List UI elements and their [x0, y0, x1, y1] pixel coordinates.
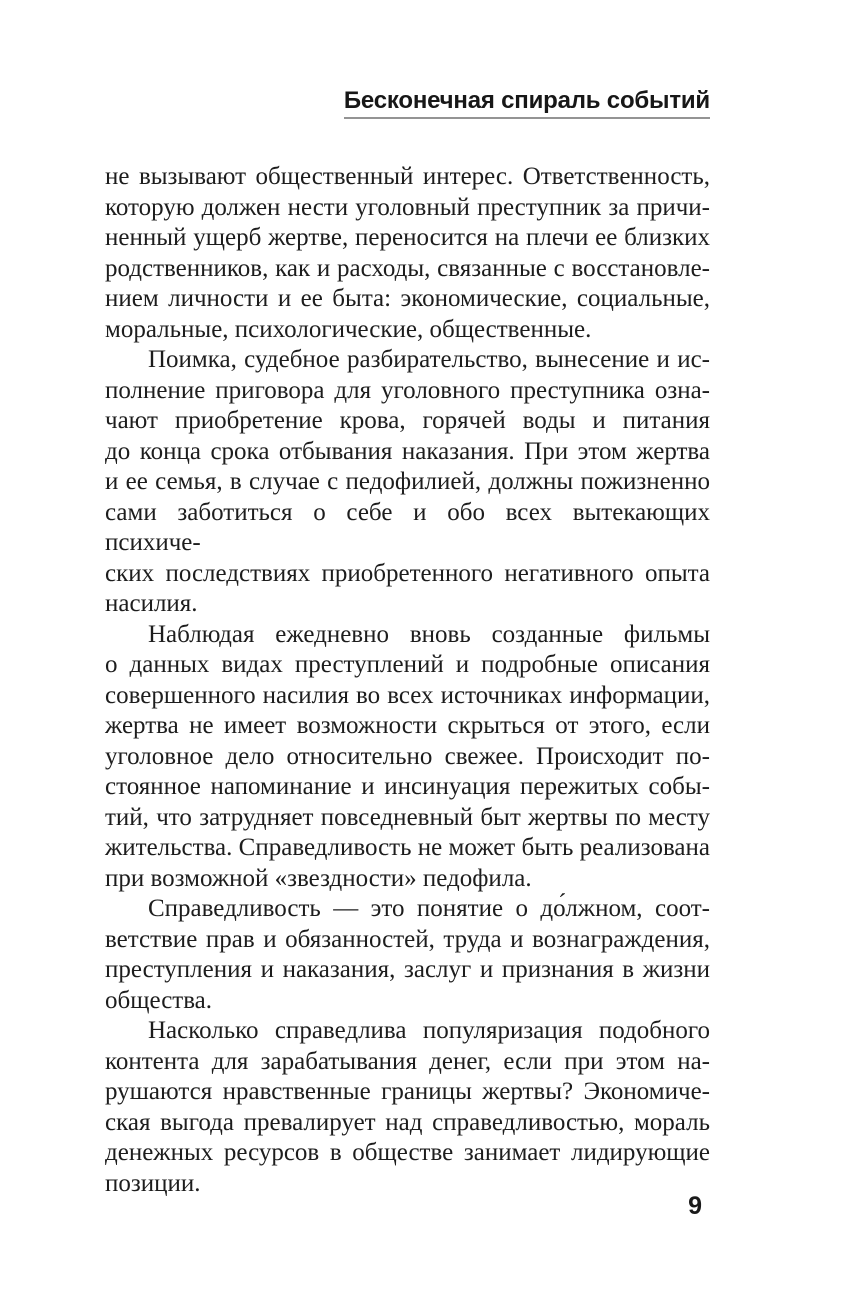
text-line: которую должен нести уголовный преступник за причи-	[105, 193, 710, 221]
text-line: жертва не имеет возможности скрыться от этого, если	[105, 712, 710, 739]
page-footer	[688, 1191, 702, 1222]
paragraph	[105, 162, 710, 345]
text-line: чают приобретение крова, горячей воды и питания	[105, 407, 710, 434]
text-line: и ее семья, в случае с педофилией, должны пожизненно	[105, 468, 710, 495]
text-line: при возможной «звездности» педофила.	[105, 864, 532, 892]
text-line: совершенного насилия во всех источниках информации,	[105, 681, 710, 709]
text-line: не вызывают общественный интерес. Ответственность,	[105, 163, 710, 190]
text-line: общества.	[105, 986, 213, 1014]
text-line: жительства. Справедливость не может быть реализована	[105, 834, 710, 861]
text-line: родственников, как и расходы, связанные с восстановле-	[105, 254, 710, 282]
text-line: нием личности и ее быта: экономические, социальные,	[105, 285, 710, 312]
paragraph	[105, 620, 710, 895]
text-line: стоянное напоминание и инсинуация пережитых собы-	[105, 773, 710, 800]
text-line: позиции.	[105, 1169, 201, 1197]
text-line: контента для зарабатывания денег, если при этом на-	[105, 1047, 710, 1075]
text-line: сами заботиться о себе и обо всех вытекающих психиче-	[105, 498, 710, 556]
page-body	[105, 162, 710, 1199]
paragraph	[105, 1016, 710, 1199]
text-line: о данных видах преступлений и подробные описания	[105, 651, 710, 678]
text-line: ветствие прав и обязанностей, труда и вознаграждения,	[105, 925, 710, 953]
text-line: Справедливость — это понятие о до́лжном, соот-	[148, 895, 710, 922]
text-line: Насколько справедлива популяризация подобного	[148, 1017, 710, 1044]
text-line: рушаются нравственные границы жертвы? Экономиче-	[105, 1078, 710, 1105]
text-line: ненный ущерб жертве, переносится на плечи ее близких	[105, 224, 710, 251]
text-line: преступления и наказания, заслуг и признания в жизни	[105, 956, 710, 983]
text-line: ских последствиях приобретенного негативного опыта	[105, 559, 710, 587]
text-line: насилия.	[105, 590, 198, 617]
text-line: Наблюдая ежедневно вновь созданные фильмы	[148, 620, 710, 648]
text-line: денежных ресурсов в обществе занимает лидирующие	[105, 1139, 710, 1166]
text-line: ская выгода превалирует над справедливостью, мораль	[105, 1108, 710, 1136]
chapter-title: Бесконечная спираль событий	[344, 88, 710, 119]
running-header	[105, 88, 710, 119]
paragraph	[105, 894, 710, 1016]
text-line: моральные, психологические, общественные.	[105, 315, 592, 343]
text-line: уголовное дело относительно свежее. Происходит по-	[105, 742, 710, 770]
text-line: тий, что затрудняет повседневный быт жертвы по месту	[105, 803, 710, 831]
text-line: до конца срока отбывания наказания. При этом жертва	[105, 437, 710, 465]
text-line: полнение приговора для уголовного преступника озна-	[105, 376, 710, 404]
paragraph	[105, 345, 710, 620]
text-line: Поимка, судебное разбирательство, вынесение и ис-	[148, 346, 710, 373]
page-number: 9	[688, 1192, 702, 1220]
